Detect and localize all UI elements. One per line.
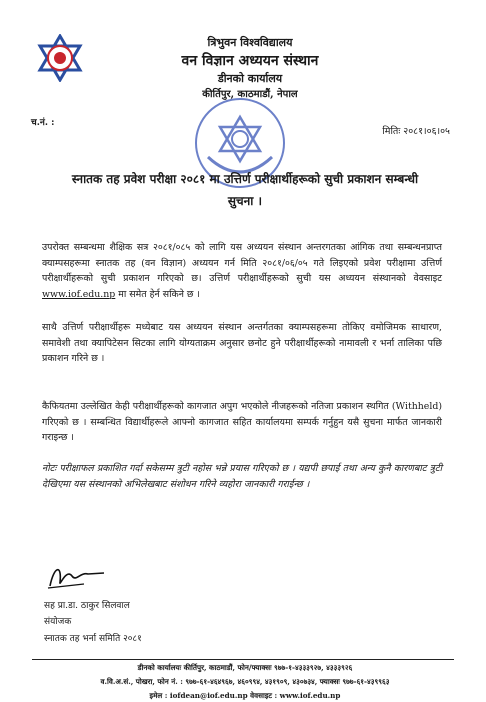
footer-divider — [32, 659, 454, 660]
subject-line-2: सुचना । — [227, 194, 263, 208]
footer-line-2: व.वि.अ.सं., पोखरा, फोन नं. : ९७७-६१-४६४९६७, ४६०९९४, ४३१९०९, ४३०७३४, फ्याक्सः ९७७-६१-४३९९६३ — [100, 677, 390, 686]
tribhuvan-university-logo — [36, 34, 84, 82]
institute-name: वन विज्ञान अध्ययन संस्थान — [181, 53, 319, 69]
note-paragraph: नोटः परीक्षाफल प्रकाशित गर्दा सकेसम्म त्रुटी नहोस भन्ने प्रयास गरिएको छ । यद्यपी छपाई तथा अन्य कुनै कारणबाट त्रुटी देखिएमा यस संस्थानको अभिलेखबाट संशोधन गरिने व्यहोरा जानकारी गराईन्छ । — [42, 463, 442, 490]
footer-line-3: इमेल : iofdean@iof.edu.np वेवसाइट : www.iof.edu.np — [149, 691, 341, 700]
paragraph-3: कैफियतमा उल्लेखित केही परीक्षार्थीहरूको कागजात अपुग भएकोले नीजहरूको नतिजा प्रकाशन स्थगित (Withheld) गरिएको छ । सम्बन्धित विद्यार्थीहरूले आफ्नो कागजात सहित कार्यालयमा सम्पर्क गर्नुहुन यसै सुचना मार्फत जानकारी गराइन्छ । — [42, 401, 442, 443]
website-link[interactable]: www.iof.edu.np — [42, 288, 116, 300]
issue-date: मितिः २०८१।०६।०५ — [382, 126, 450, 137]
signature — [44, 558, 124, 594]
university-name: त्रिभुवन विश्वविद्यालय — [207, 36, 293, 49]
reference-number-label: च.नं. : — [31, 118, 55, 128]
office-address: कीर्तिपुर, काठमाडौं, नेपाल — [202, 89, 298, 100]
subject-line-1: स्नातक तह प्रवेश परीक्षा २०८१ मा उत्तिर्ण परीक्षार्थीहरूको सुची प्रकाशन सम्बन्धी — [71, 172, 419, 186]
footer-line-1: डीनको कार्यालयः कीर्तिपुर, काठमाडौं, फोन/फ्याक्सः ९७७-१-४३३३९२७, ४३३३९२६ — [137, 663, 353, 672]
signatory-committee: स्नातक तह भर्ना समिति २०८१ — [44, 634, 142, 644]
notice-subject — [30, 168, 460, 212]
office-name: डीनको कार्यालय — [217, 72, 283, 85]
paragraph-2: साथै उत्तिर्ण परीक्षार्थीहरू मध्येबाट यस अध्ययन संस्थान अन्तर्गतका क्याम्पसहरूमा तोकिए वमोजिमक साधारण, समावेशी तथा क्यापिटेसन सिटका लागि योग्यताक्रम अनुसार छनोट हुने परीक्षार्थीहरूको नामावली र भर्ना तालिका पछि प्रकाशन गरिने छ । — [42, 322, 442, 364]
signatory-role: संयोजक — [44, 617, 72, 627]
paragraph-1-text: उपरोक्त सम्बन्धमा शैक्षिक सत्र २०८१/०८५ को लागि यस अध्ययन संस्थान अन्तरगतका आंगिक तथा सम्बन्धनप्राप्त क्याम्पसहरूमा स्नातक तह (वन विज्ञान) अध्ययन गर्न मिति २०८१/०६/०५ गते लिइएको प्रवेश परीक्षामा उत्तिर्ण परीक्षार्थीहरूको सुची प्रकाशन गरिएको छ। उत्तिर्ण परीक्षार्थीहरूको सुची यस अध्ययन संस्थानको वेवसाइट — [42, 242, 442, 284]
paragraph-1-text-end: मा समेत हेर्न सकिने छ । — [115, 288, 200, 300]
signatory-name: सह प्रा.डा. ठाकुर सिलवाल — [44, 601, 130, 611]
paragraph-1 — [42, 240, 442, 302]
